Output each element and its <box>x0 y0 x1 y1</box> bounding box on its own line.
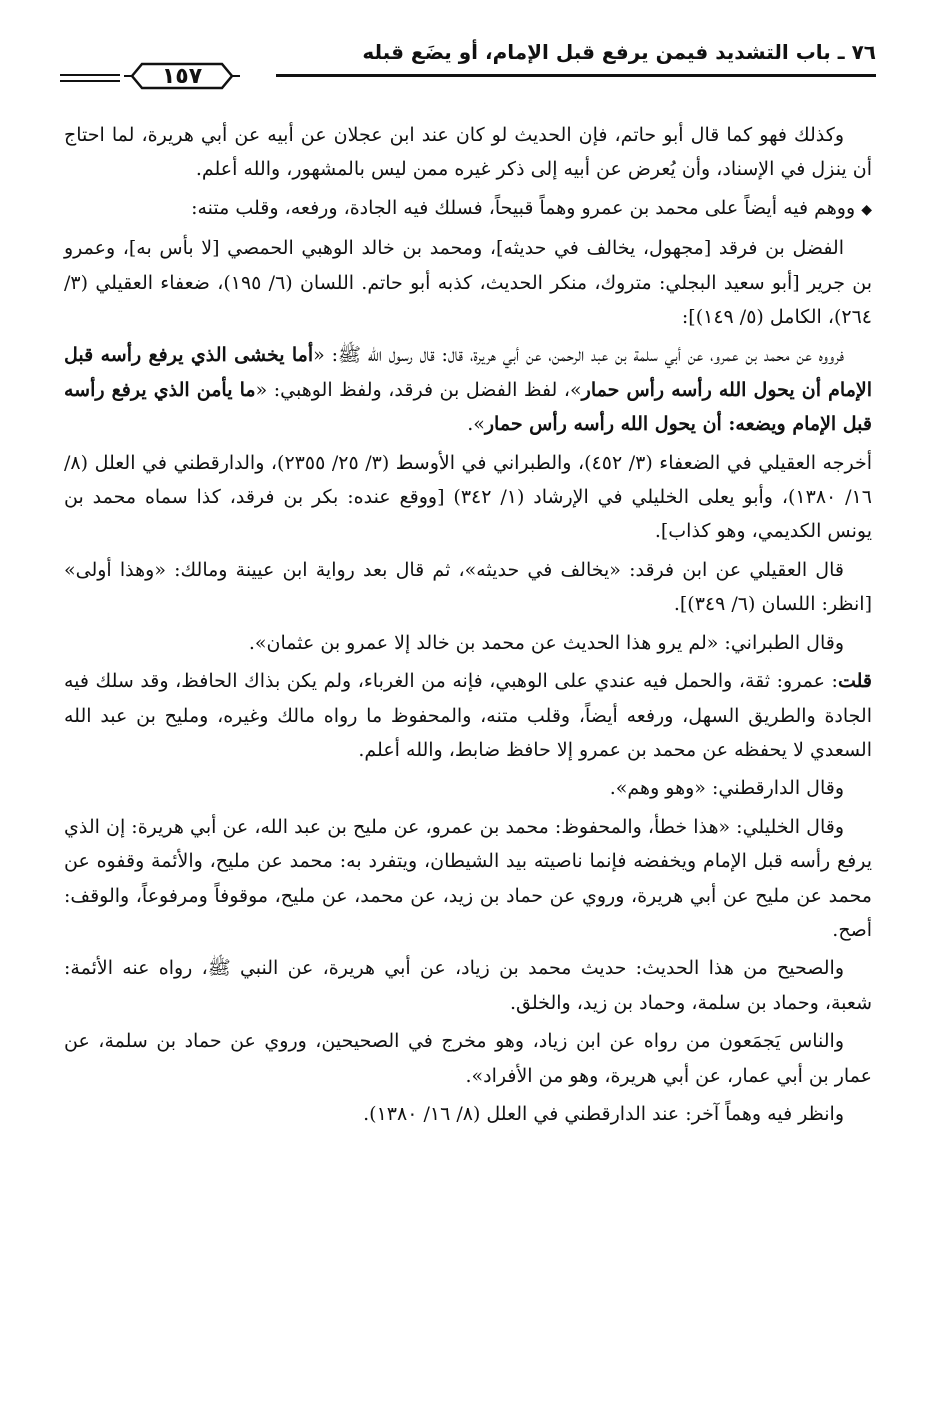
paragraph <box>64 810 872 948</box>
paragraph-text: وقال الطبراني: «لم يرو هذا الحديث عن محمد بن خالد إلا عمرو بن عثمان». <box>248 631 844 654</box>
paragraph <box>64 951 872 1020</box>
paragraph-text: قال العقيلي عن ابن فرقد: «يخالف في حديثه»، ثم قال بعد رواية ابن عيينة ومالك: «وهذا أولى» [انظر: اللسان (٦/ ٣٤٩)]. <box>64 558 872 616</box>
header-rule-left-top <box>60 74 120 76</box>
paragraph <box>64 626 872 660</box>
paragraph-text: وقال الخليلي: «هذا خطأ، والمحفوظ: محمد بن عمرو، عن مليح بن عبد الله، عن أبي هريرة: إن الذي يرفع رأسه قبل الإمام ويخفضه فإنما ناصيته بيد الشيطان، ويتفرد به: محمد عن مليح، والأئمة وقفوه عن محمد عن مليح عن أبي هريرة، وروي عن حماد بن زيد، عن محمد، عن مليح، موقوفاً ومرفوعاً، والوقف: أصح. <box>64 815 872 941</box>
paragraph-text: الفضل بن فرقد [مجهول، يخالف في حديثه]، ومحمد بن خالد الوهبي الحمصي [لا بأس به]، وعمرو بن جرير [أبو سعيد البجلي: متروك، منكر الحديث، كذبه أبو حاتم. اللسان (٦/ ١٩٥)، ضعفاء العقيلي (٣/ ٢٦٤)، الكامل (٥/ ١٤٩)]: <box>64 237 872 329</box>
emphasis-text: أما يخشى الذي يرفع رأسه قبل الإمام أن يحول الله رأسه رأس حمار <box>64 344 872 401</box>
paragraph <box>64 1024 872 1093</box>
paragraph <box>64 446 872 549</box>
paragraph-text: والناس يَجمَعون من رواه عن ابن زياد، وهو مخرج في الصحيحين، وروي عن حماد بن سلمة، عن عمار بن أبي عمار، عن أبي هريرة، وهو من الأفراد». <box>64 1030 872 1087</box>
emphasis-text: ما يأمن الذي يرفع رأسه قبل الإمام ويضعه: أن يحول الله رأسه رأس حمار <box>64 378 872 436</box>
page-header <box>60 30 876 100</box>
header-rule-left-bottom <box>60 80 120 82</box>
paragraph-text: وكذلك فهو كما قال أبو حاتم، فإن الحديث لو كان عند ابن عجلان عن أبيه عن أبي هريرة، لما احتاج أن ينزل في الإسناد، وأن يُعرض عن أبيه إلى ذكر غيره ممن ليس بالمشهور، والله أعلم. <box>64 124 872 181</box>
chapter-title: ٧٦ ـ باب التشديد فيمن يرفع قبل الإمام، أو يضَع قبله <box>362 40 876 64</box>
paragraph-text: وقال الدارقطني: «وهو وهم». <box>609 777 844 800</box>
paragraph-text: أخرجه العقيلي في الضعفاء (٣/ ٤٥٢)، والطبراني في الأوسط (٣/ ٢٥/ ٢٣٥٥)، والدارقطني في العلل (٨/ ١٦/ ١٣٨٠)، وأبو يعلى الخليلي في الإرشاد (١/ ٣٤٢) [ووقع عنده: بكر بن فرقد، كذا سماه محمد بن يونس الكديمي، وهو كذاب]. <box>64 451 872 543</box>
paragraph-text: والصحيح من هذا الحديث: حديث محمد بن زياد، عن أبي هريرة، عن النبي ﷺ، رواه عنه الأئمة: شعبة، وحماد بن سلمة، وحماد بن زيد، والخلق. <box>64 957 872 1014</box>
page-body <box>64 118 872 1135</box>
paragraph <box>64 553 872 622</box>
paragraph <box>64 231 872 334</box>
page-number-badge <box>122 58 242 94</box>
emphasis-text: قلت <box>837 670 872 693</box>
diamond-bullet-icon: ◆ <box>861 201 872 218</box>
header-rule <box>276 74 876 77</box>
paragraph-text: : عمرو: ثقة، والحمل فيه عندي على الوهبي، فإنه من الغرباء، ولم يكن بذاك الحافظ، وقد سلك فيه الجادة والطريق السهل، ورفعه أيضاً، وقلب متنه، والمحفوظ ما رواه مالك وغيره، ومليح بن عبد الله السعدي لا يحفظه عن محمد بن عمرو إلا حافظ ضابط، والله أعلم. <box>64 670 872 761</box>
paragraph <box>64 1097 872 1131</box>
paragraph-text: ». <box>467 413 485 436</box>
paragraph <box>64 664 872 767</box>
paragraph <box>64 118 872 187</box>
paragraph-text: وانظر فيه وهماً آخر: عند الدارقطني في العلل (٨/ ١٦/ ١٣٨٠). <box>363 1102 844 1125</box>
paragraph-text: فرووه عن محمد بن عمرو، عن أبي سلمة بن عبد الرحمن، عن أبي هريرة، قال: قال رسول الله ﷺ: « <box>313 344 844 367</box>
page-number: ١٥٧ <box>161 63 203 89</box>
paragraph <box>64 338 872 441</box>
paragraph <box>64 771 872 805</box>
paragraph-text: »، لفظ الفضل بن فرقد، ولفظ الوهبي: « <box>255 378 582 401</box>
paragraph-text: ووهم فيه أيضاً على محمد بن عمرو وهماً قبيحاً، فسلك فيه الجادة، ورفعه، وقلب متنه: <box>191 196 856 219</box>
paragraph <box>64 191 872 227</box>
